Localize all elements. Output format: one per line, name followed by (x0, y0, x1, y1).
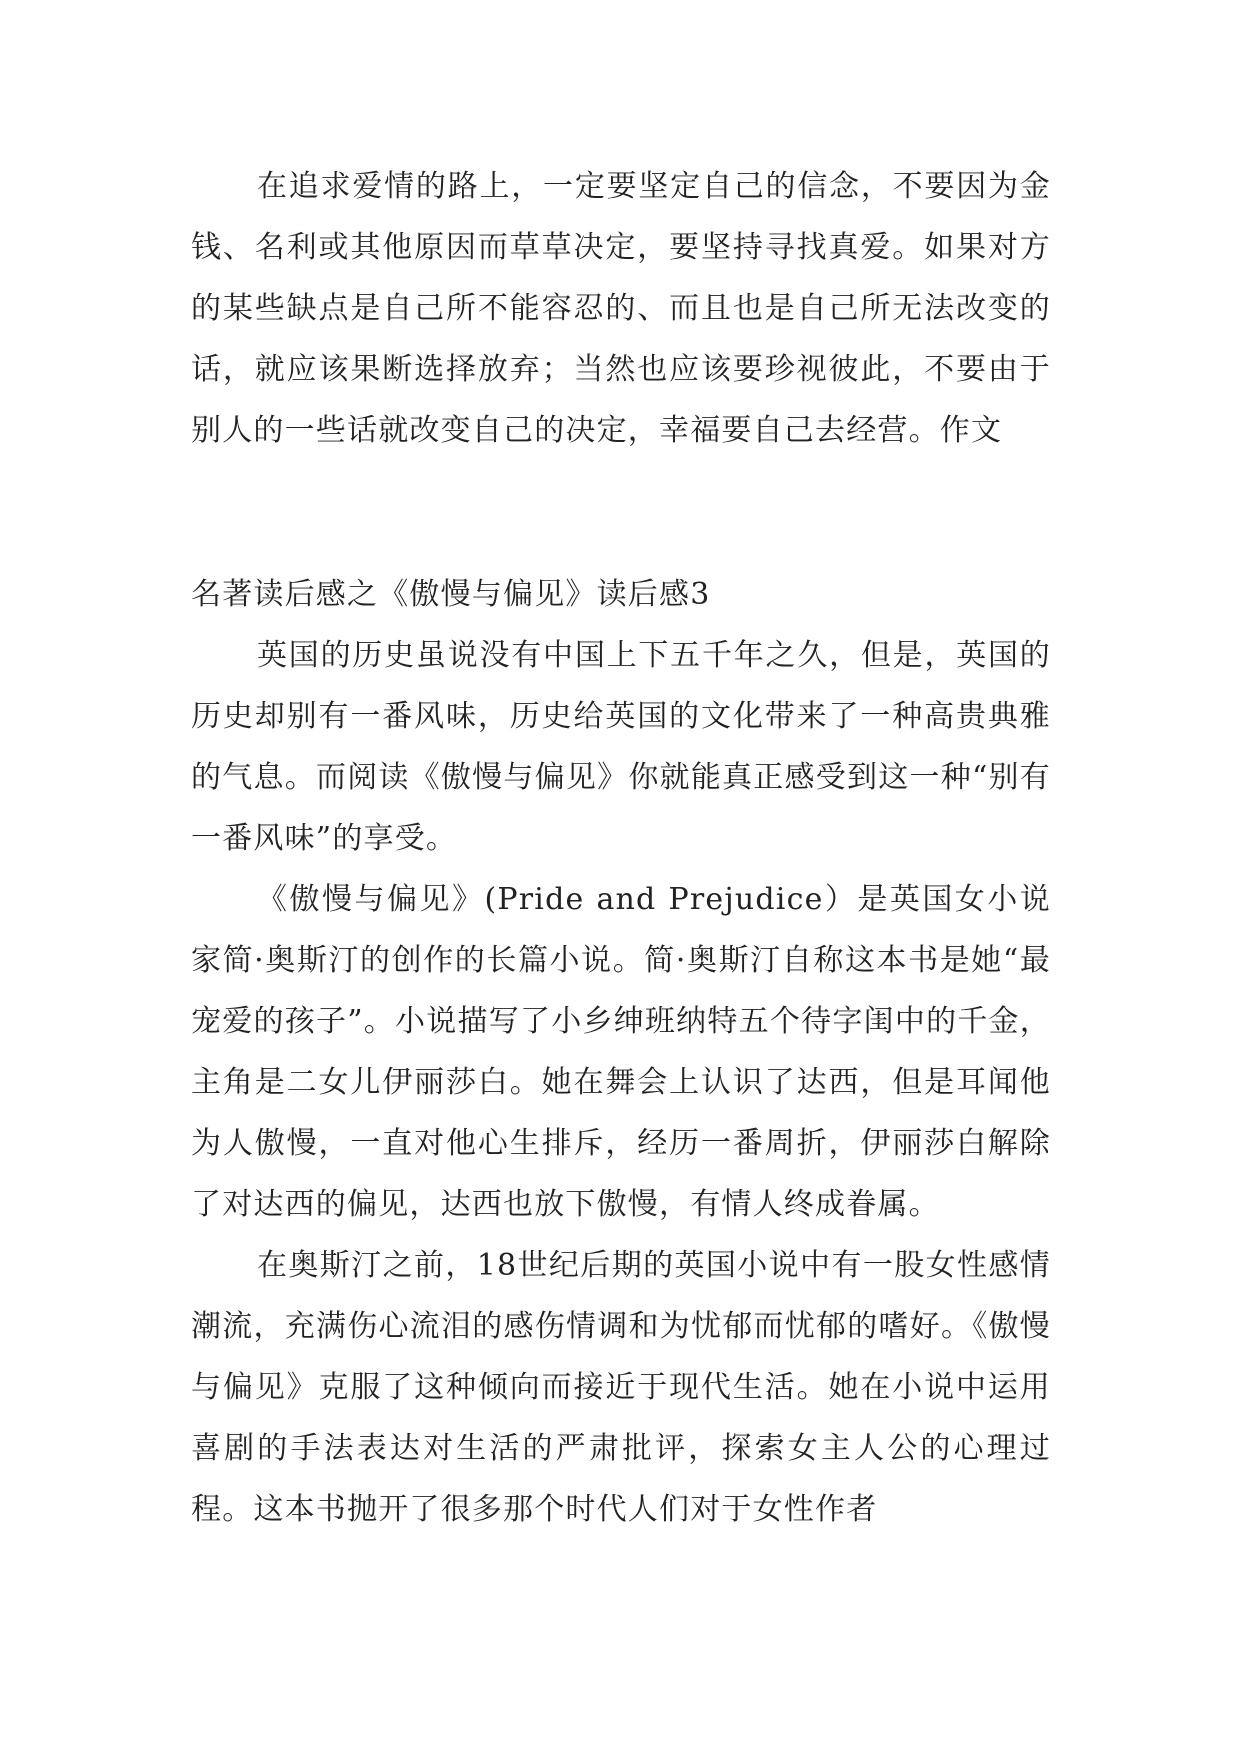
paragraph-novel-summary: 《傲慢与偏见》(Pride and Prejudice）是英国女小说家简·奥斯汀的创作的长篇小说。简·奥斯汀自称这本书是她“最宠爱的孩子”。小说描写了小乡绅班纳特五个待字闺中的千金，主角是二女儿伊丽莎白。她在舞会上认识了达西，但是耳闻他为人傲慢，一直对他心生排斥，经历一番周折，伊丽莎白解除了对达西的偏见，达西也放下傲慢，有情人终成眷属。 (191, 882, 1051, 1222)
section-heading: 名著读后感之《傲慢与偏见》读后感3 (191, 577, 711, 612)
section-text-block (191, 564, 1051, 1540)
paragraph-austen-context: 在奥斯汀之前，18世纪后期的英国小说中有一股女性感情潮流，充满伤心流泪的感伤情调和为忧郁而忧郁的嗜好。《傲慢与偏见》克服了这种倾向而接近于现代生活。她在小说中运用喜剧的手法表达对生活的严肃批评，探索女主人公的心理过程。这本书抛开了很多那个时代人们对于女性作者 (191, 1248, 1051, 1527)
paragraph-love-advice: 在追求爱情的路上，一定要坚定自己的信念，不要因为金钱、名利或其他原因而草草决定，要坚持寻找真爱。如果对方的某些缺点是自己所不能容忍的、而且也是自己所无法改变的话，就应该果断选择放弃；当然也应该要珍视彼此，不要由于别人的一些话就改变自己的决定，幸福要自己去经营。作文 (191, 169, 1051, 448)
top-text-block (191, 156, 1051, 461)
paragraph-english-history: 英国的历史虽说没有中国上下五千年之久，但是，英国的历史却别有一番风味，历史给英国的文化带来了一种高贵典雅的气息。而阅读《傲慢与偏见》你就能真正感受到这一种“别有一番风味”的享受。 (191, 638, 1051, 856)
